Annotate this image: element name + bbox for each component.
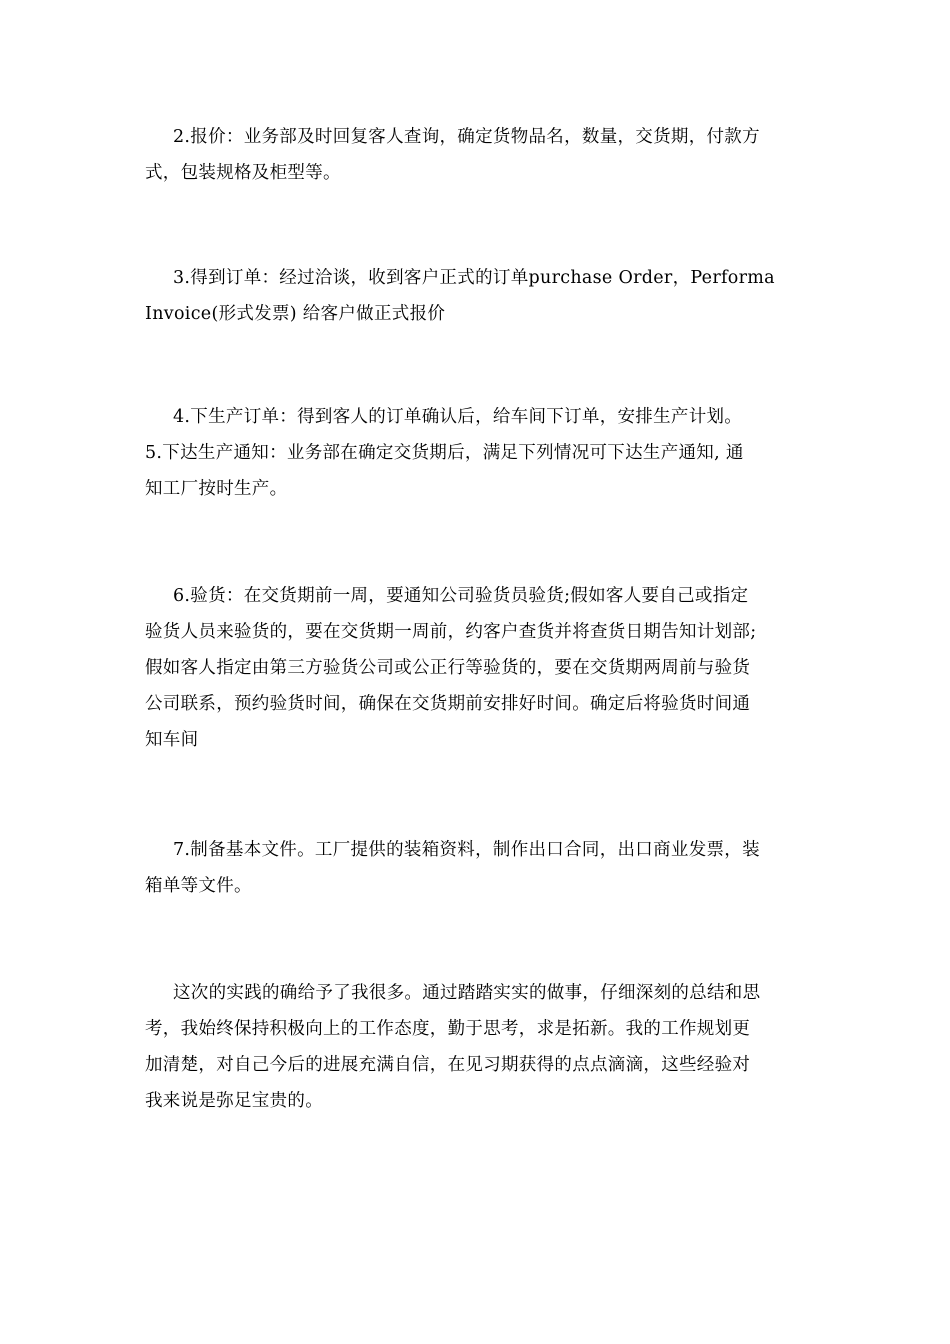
paragraph-quotation xyxy=(145,119,807,191)
paragraph-documents xyxy=(145,832,807,904)
text-line: 式，包装规格及柜型等。 xyxy=(145,163,341,183)
paragraph-inspection xyxy=(145,578,807,758)
text-line: 4.下生产订单：得到客人的订单确认后，给车间下订单，安排生产计划。 xyxy=(173,407,743,427)
text-line: 7.制备基本文件。工厂提供的装箱资料，制作出口合同，出口商业发票，装 xyxy=(173,840,760,860)
paragraph-production xyxy=(145,399,807,507)
paragraph-summary xyxy=(145,975,807,1119)
text-line: 这次的实践的确给予了我很多。通过踏踏实实的做事，仔细深刻的总结和思 xyxy=(173,983,761,1003)
text-line: Invoice(形式发票) 给客户做正式报价 xyxy=(145,304,446,324)
text-line: 我来说是弥足宝贵的。 xyxy=(145,1091,323,1111)
text-line: 3.得到订单：经过洽谈，收到客户正式的订单purchase Order，Performa xyxy=(173,268,775,288)
text-line: 箱单等文件。 xyxy=(145,876,252,896)
paragraph-order xyxy=(145,260,807,332)
text-line: 假如客人指定由第三方验货公司或公正行等验货的，要在交货期两周前与验货 xyxy=(145,658,751,678)
text-line: 5.下达生产通知：业务部在确定交货期后，满足下列情况可下达生产通知, 通 xyxy=(145,443,744,463)
text-line: 知工厂按时生产。 xyxy=(145,479,288,499)
text-line: 公司联系，预约验货时间，确保在交货期前安排好时间。确定后将验货时间通 xyxy=(145,694,751,714)
text-line: 6.验货：在交货期前一周，要通知公司验货员验货;假如客人要自己或指定 xyxy=(173,586,749,606)
text-line: 加清楚，对自己今后的进展充满自信，在见习期获得的点点滴滴，这些经验对 xyxy=(145,1055,751,1075)
text-line: 知车间 xyxy=(145,730,199,750)
text-line: 验货人员来验货的，要在交货期一周前，约客户查货并将查货日期告知计划部; xyxy=(145,622,757,642)
text-line: 2.报价：业务部及时回复客人查询，确定货物品名，数量，交货期，付款方 xyxy=(173,127,760,147)
text-line: 考，我始终保持积极向上的工作态度，勤于思考，求是拓新。我的工作规划更 xyxy=(145,1019,751,1039)
